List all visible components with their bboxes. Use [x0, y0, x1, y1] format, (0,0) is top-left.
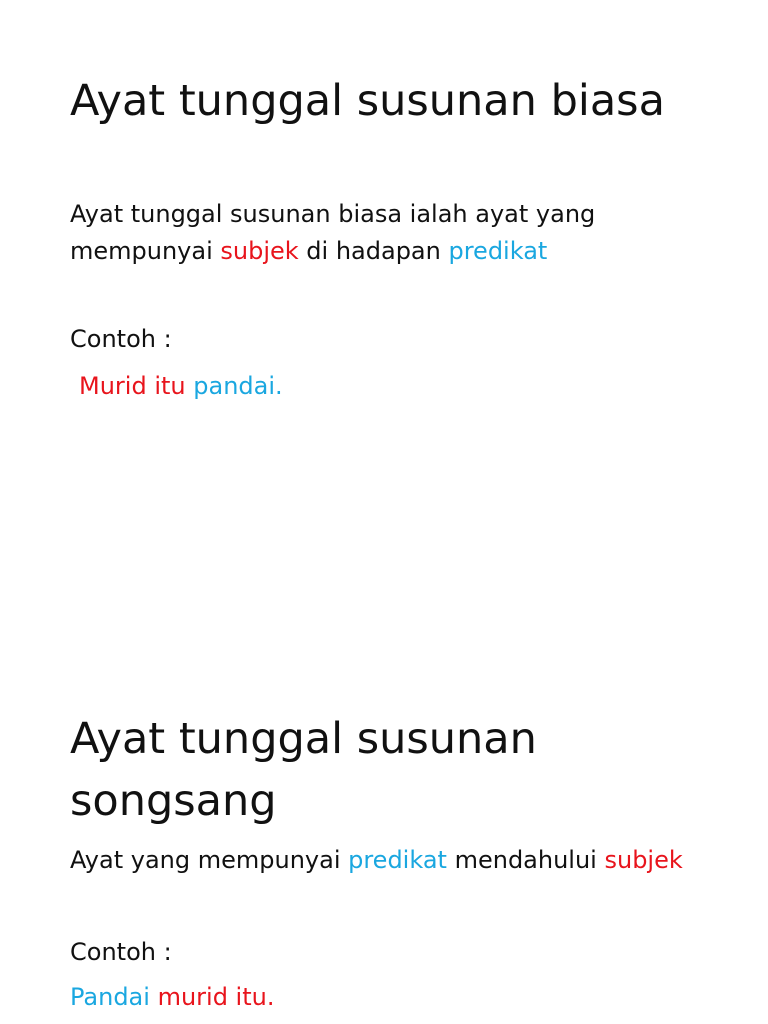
- slide-title: Ayat tunggal susunan songsang: [70, 714, 537, 826]
- example-space: [150, 983, 158, 1011]
- definition-text-part: mendahului: [446, 846, 605, 874]
- example-predicate: pandai.: [193, 372, 283, 400]
- subject-term: subjek: [220, 237, 299, 265]
- example-label: Contoh :: [70, 938, 172, 966]
- slide-susunan-biasa: [70, 70, 710, 405]
- predicate-term: predikat: [448, 237, 548, 265]
- definition-text-part: Ayat tunggal susunan biasa ialah ayat yang mempunyai: [70, 200, 596, 265]
- subject-term: subjek: [604, 846, 683, 874]
- example-sentence: [70, 979, 710, 1016]
- definition-text: [70, 196, 710, 270]
- slide-title: Ayat tunggal susunan biasa: [70, 76, 665, 126]
- slide-susunan-songsang: [70, 708, 710, 1016]
- definition-text-part: Ayat yang mempunyai: [70, 846, 349, 874]
- definition-text-part: di hadapan: [298, 237, 449, 265]
- example-subject: murid itu.: [157, 983, 275, 1011]
- example-sentence: [70, 368, 710, 405]
- example-subject: Murid itu: [79, 372, 186, 400]
- predicate-term: predikat: [348, 846, 447, 874]
- definition-text: [70, 842, 710, 879]
- example-label: Contoh :: [70, 325, 172, 353]
- example-predicate: Pandai: [70, 983, 150, 1011]
